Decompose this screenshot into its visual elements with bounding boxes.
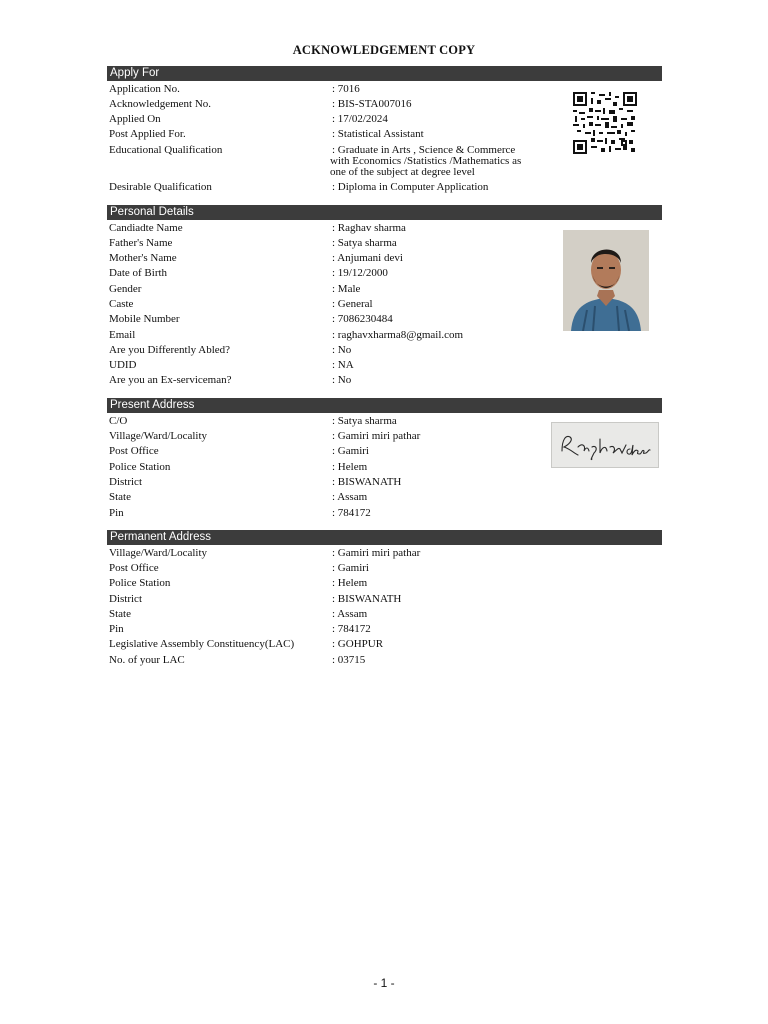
applicant-photo bbox=[563, 230, 649, 331]
section-header-present-address: Present Address bbox=[107, 398, 662, 413]
field-value: : Assam bbox=[332, 608, 368, 620]
field-label: Are you Differently Abled? bbox=[109, 344, 231, 356]
field-label: Desirable Qualification bbox=[109, 181, 212, 193]
document-title: ACKNOWLEDGEMENT COPY bbox=[292, 43, 476, 57]
section-header-personal-details: Personal Details bbox=[107, 205, 662, 220]
field-label: Pin bbox=[109, 623, 124, 635]
field-label: Acknowledgement No. bbox=[109, 98, 212, 110]
field-label: State bbox=[109, 608, 131, 620]
field-label: Email bbox=[109, 329, 136, 341]
field-value: : No bbox=[332, 344, 352, 356]
field-label: UDID bbox=[109, 359, 137, 371]
field-value: : 784172 bbox=[332, 623, 371, 635]
field-value: : No bbox=[332, 374, 352, 386]
value-line: with Economics /Statistics /Mathematics as bbox=[330, 155, 522, 167]
field-label: District bbox=[109, 476, 142, 488]
field-value: : Raghav sharma bbox=[332, 222, 406, 234]
field-value: : BISWANATH bbox=[332, 593, 402, 605]
field-label: Candiadte Name bbox=[109, 222, 183, 234]
field-label: State bbox=[109, 491, 131, 503]
field-value: : Gamiri bbox=[332, 562, 369, 574]
page-number: - 1 - bbox=[373, 976, 395, 990]
field-value: : Anjumani devi bbox=[332, 252, 403, 264]
signature-image bbox=[551, 422, 659, 468]
field-value bbox=[330, 144, 521, 179]
field-value: : 7016 bbox=[332, 83, 360, 95]
field-label: Father's Name bbox=[109, 237, 173, 249]
field-label: Mother's Name bbox=[109, 252, 177, 264]
field-label: Caste bbox=[109, 298, 134, 310]
field-label: District bbox=[109, 593, 142, 605]
field-label: No. of your LAC bbox=[109, 654, 185, 666]
field-label: Post Office bbox=[109, 445, 159, 457]
field-label: Post Applied For. bbox=[109, 128, 186, 140]
section-header-permanent-address: Permanent Address bbox=[107, 530, 662, 545]
field-value: : Male bbox=[332, 283, 361, 295]
field-value: : Diploma in Computer Application bbox=[332, 181, 489, 193]
field-value: : raghavxharma8@gmail.com bbox=[332, 329, 464, 341]
field-value: : Assam bbox=[332, 491, 368, 503]
field-label: Legislative Assembly Constituency(LAC) bbox=[109, 638, 295, 650]
field-label: Educational Qualification bbox=[109, 144, 223, 156]
field-value: : Gamiri miri pathar bbox=[332, 430, 421, 442]
field-value: : Helem bbox=[332, 461, 368, 473]
value-line: one of the subject at degree level bbox=[330, 166, 475, 178]
field-value: : Statistical Assistant bbox=[332, 128, 424, 140]
field-value: : 03715 bbox=[332, 654, 366, 666]
field-label: Gender bbox=[109, 283, 142, 295]
field-value: : Satya sharma bbox=[332, 415, 397, 427]
field-value: : NA bbox=[332, 359, 354, 371]
field-label: Are you an Ex-serviceman? bbox=[109, 374, 232, 386]
field-value: : BIS-STA007016 bbox=[332, 98, 412, 110]
field-value: : 784172 bbox=[332, 507, 371, 519]
field-label: Date of Birth bbox=[109, 267, 168, 279]
field-value: : GOHPUR bbox=[332, 638, 384, 650]
value-line: : Graduate in Arts , Science & Commerce bbox=[332, 144, 516, 156]
field-label: Police Station bbox=[109, 577, 171, 589]
field-value: : 19/12/2000 bbox=[332, 267, 388, 279]
field-label: Application No. bbox=[109, 83, 180, 95]
field-label: Mobile Number bbox=[109, 313, 180, 325]
field-value: : 17/02/2024 bbox=[332, 113, 388, 125]
field-value: : General bbox=[332, 298, 373, 310]
field-label: Applied On bbox=[109, 113, 161, 125]
field-value: : 7086230484 bbox=[332, 313, 393, 325]
field-label: Village/Ward/Locality bbox=[109, 547, 208, 559]
field-label: Pin bbox=[109, 507, 124, 519]
field-value: : Gamiri bbox=[332, 445, 369, 457]
field-value: : Satya sharma bbox=[332, 237, 397, 249]
field-label: Police Station bbox=[109, 461, 171, 473]
qr-code-icon bbox=[573, 92, 637, 154]
field-label: C/O bbox=[109, 415, 128, 427]
field-value: : BISWANATH bbox=[332, 476, 402, 488]
field-value: : Helem bbox=[332, 577, 368, 589]
field-value: : Gamiri miri pathar bbox=[332, 547, 421, 559]
field-label: Village/Ward/Locality bbox=[109, 430, 208, 442]
field-label: Post Office bbox=[109, 562, 159, 574]
section-header-apply-for: Apply For bbox=[107, 66, 662, 81]
